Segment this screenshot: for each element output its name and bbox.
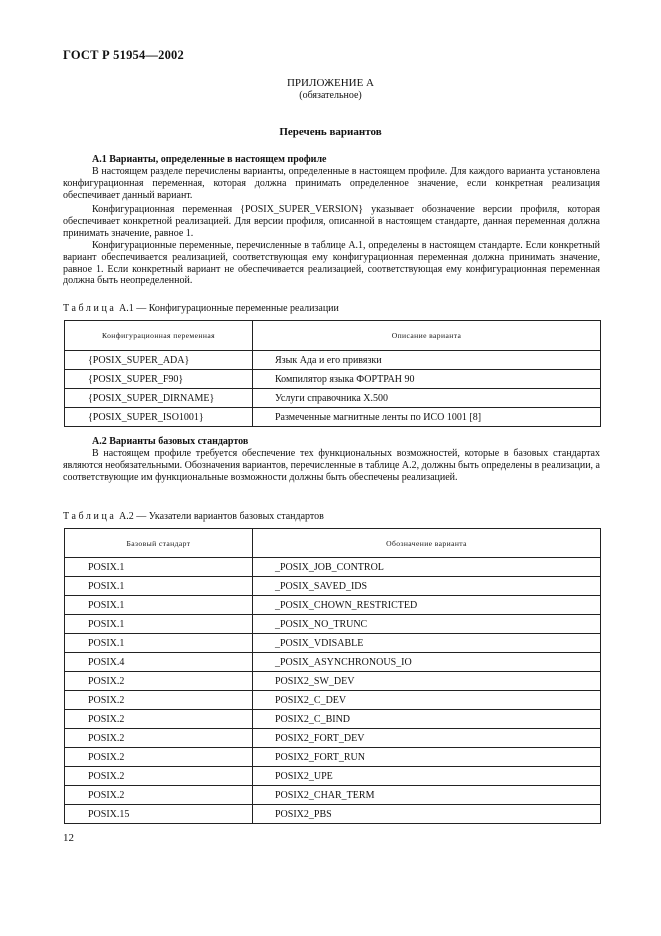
table-row — [65, 691, 601, 710]
annex-title: ПРИЛОЖЕНИЕ А — [286, 77, 374, 89]
table-cell-variable: {POSIX_SUPER_ADA} — [65, 351, 253, 370]
table-row — [65, 596, 601, 615]
table-a2-header-base-standard: Базовый стандарт — [65, 529, 253, 558]
table-row — [65, 370, 601, 389]
table-cell-designation: POSIX2_UPE — [253, 767, 601, 786]
table-cell-designation: _POSIX_JOB_CONTROL — [253, 558, 601, 577]
table-a2-header-row — [65, 529, 601, 558]
table-cell-standard: POSIX.2 — [65, 748, 253, 767]
a1-paragraph-1: В настоящем разделе перечислены варианты, определенные в настоящем профиле. Для каждого варианта установлена конфигурационная переменная, которая должна принимать определенное значение, если конкретная реализация обеспечивает данный вариант. — [63, 166, 600, 201]
table-cell-standard: POSIX.2 — [65, 710, 253, 729]
table-a1-caption-text: А.1 — Конфигурационные переменные реализации — [118, 303, 339, 314]
table-cell-designation: _POSIX_VDISABLE — [253, 634, 601, 653]
table-row — [65, 615, 601, 634]
table-cell-standard: POSIX.1 — [65, 577, 253, 596]
table-cell-designation: _POSIX_CHOWN_RESTRICTED — [253, 596, 601, 615]
table-cell-description: Язык Ада и его привязки — [253, 351, 601, 370]
table-row — [65, 577, 601, 596]
table-row — [65, 748, 601, 767]
table-a1 — [64, 320, 601, 427]
table-a2-caption-text: А.2 — Указатели вариантов базовых стандартов — [118, 511, 324, 522]
table-cell-designation: POSIX2_SW_DEV — [253, 672, 601, 691]
table-cell-standard: POSIX.2 — [65, 691, 253, 710]
table-row — [65, 408, 601, 427]
table-a2-caption-label: Таблица — [63, 511, 117, 522]
table-cell-standard: POSIX.1 — [65, 634, 253, 653]
table-cell-standard: POSIX.1 — [65, 615, 253, 634]
table-row — [65, 351, 601, 370]
section-a1-heading: А.1 Варианты, определенные в настоящем профиле — [92, 154, 327, 165]
document-id-header: ГОСТ Р 51954—2002 — [63, 48, 184, 62]
table-cell-standard: POSIX.2 — [65, 767, 253, 786]
table-a1-caption-label: Таблица — [63, 303, 117, 314]
table-row — [65, 805, 601, 824]
table-cell-standard: POSIX.2 — [65, 786, 253, 805]
table-row — [65, 786, 601, 805]
table-cell-designation: POSIX2_CHAR_TERM — [253, 786, 601, 805]
table-cell-designation: POSIX2_FORT_RUN — [253, 748, 601, 767]
table-cell-standard: POSIX.1 — [65, 558, 253, 577]
table-row — [65, 653, 601, 672]
table-row — [65, 558, 601, 577]
table-a1-header-description: Описание варианта — [253, 321, 601, 351]
table-row — [65, 710, 601, 729]
table-cell-designation: _POSIX_SAVED_IDS — [253, 577, 601, 596]
table-cell-designation: POSIX2_PBS — [253, 805, 601, 824]
table-cell-standard: POSIX.4 — [65, 653, 253, 672]
table-a1-caption — [63, 303, 339, 314]
table-cell-description: Компилятор языка ФОРТРАН 90 — [253, 370, 601, 389]
table-cell-designation: POSIX2_FORT_DEV — [253, 729, 601, 748]
table-a1-header-row — [65, 321, 601, 351]
a2-paragraph-1: В настоящем профиле требуется обеспечение тех функциональных возможностей, которые в базовых стандартах являются необязательными. Обозначения вариантов, перечисленные в таблице А.2, должны быть определены в реализации, а соответствующие им функциональные возможности должны быть обеспечены реализацией. — [63, 448, 600, 483]
annex-subtitle: (обязательное) — [299, 90, 362, 101]
table-cell-designation: _POSIX_NO_TRUNC — [253, 615, 601, 634]
section-title: Перечень вариантов — [279, 126, 382, 138]
table-cell-variable: {POSIX_SUPER_ISO1001} — [65, 408, 253, 427]
table-cell-standard: POSIX.15 — [65, 805, 253, 824]
table-cell-variable: {POSIX_SUPER_DIRNAME} — [65, 389, 253, 408]
table-row — [65, 634, 601, 653]
table-cell-description: Размеченные магнитные ленты по ИСО 1001 [8] — [253, 408, 601, 427]
table-cell-standard: POSIX.2 — [65, 729, 253, 748]
table-cell-description: Услуги справочника Х.500 — [253, 389, 601, 408]
table-cell-standard: POSIX.1 — [65, 596, 253, 615]
page-number: 12 — [63, 832, 74, 844]
table-a2 — [64, 528, 601, 824]
table-row — [65, 389, 601, 408]
table-cell-designation: POSIX2_C_DEV — [253, 691, 601, 710]
table-a1-header-variable: Конфигурационная переменная — [65, 321, 253, 351]
table-cell-standard: POSIX.2 — [65, 672, 253, 691]
section-a2-heading: А.2 Варианты базовых стандартов — [92, 436, 249, 447]
table-cell-variable: {POSIX_SUPER_F90} — [65, 370, 253, 389]
table-a2-caption — [63, 511, 324, 522]
table-row — [65, 767, 601, 786]
a1-paragraph-3: Конфигурационные переменные, перечисленные в таблице А.1, определены в настоящем стандарте. Если конкретный вариант обеспечивается реализацией, соответствующая ему конфигурационная переменная должна принимать значение, равное 1. Если конкретный вариант не обеспечивается реализацией, соответствующая ему конфигурационная переменная должна быть неопределенной. — [63, 240, 600, 287]
table-cell-designation: POSIX2_C_BIND — [253, 710, 601, 729]
table-row — [65, 729, 601, 748]
table-cell-designation: _POSIX_ASYNCHRONOUS_IO — [253, 653, 601, 672]
table-row — [65, 672, 601, 691]
table-a2-header-variant-designation: Обозначение варианта — [253, 529, 601, 558]
a1-paragraph-2: Конфигурационная переменная {POSIX_SUPER_VERSION} указывает обозначение версии профиля, которая обеспечивает конкретной реализацией. Для версии профиля, описанной в настоящем стандарте, данная переменная должна принимать значение, равное 1. — [63, 204, 600, 239]
